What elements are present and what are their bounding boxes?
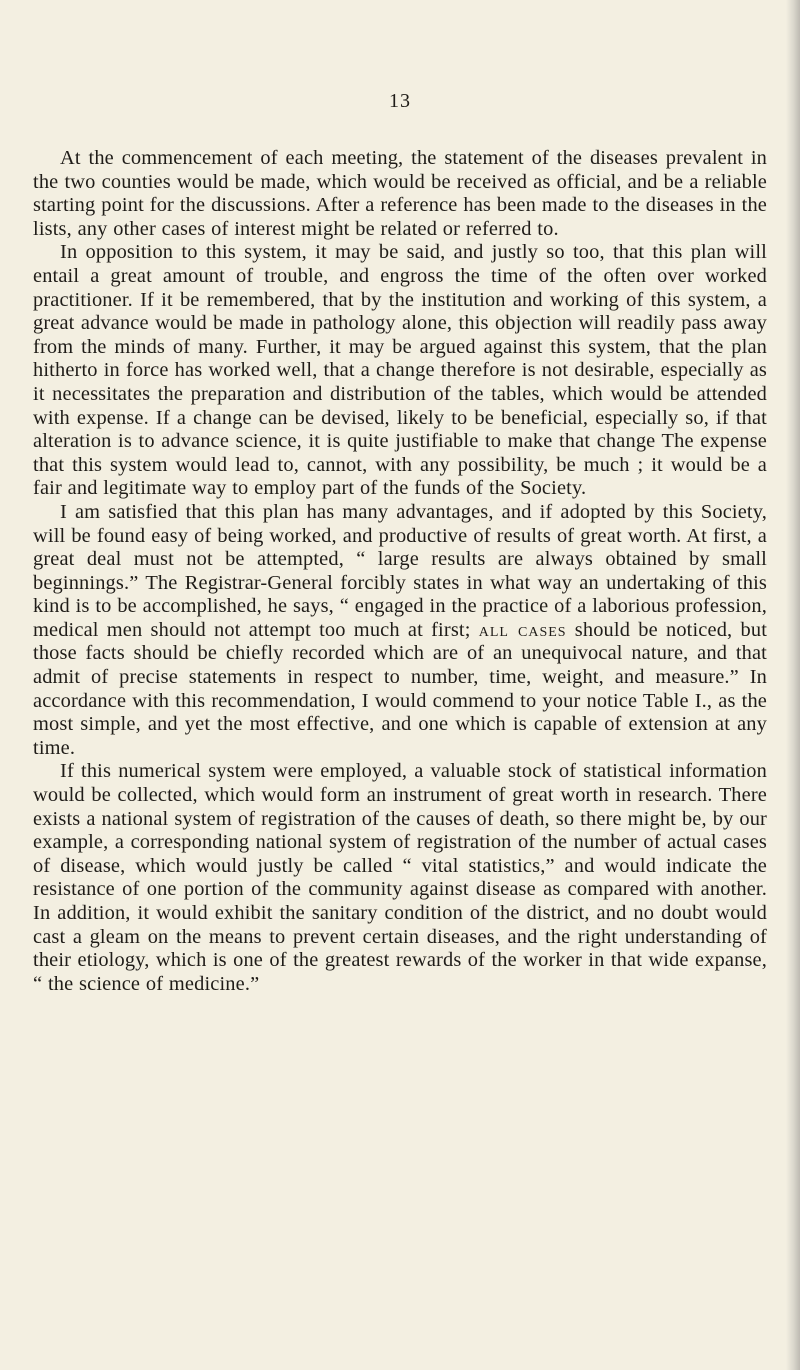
paragraph-1: At the commencement of each meeting, the statement of the diseases prevalent in the two counties would be made, which would be received as official, and be a reliable starting point for the discussions. After a reference has been made to the diseases in the lists, any other cases of interest might be related or referred to. [33, 147, 767, 240]
body-text [33, 147, 767, 996]
paragraph-3-part-2: should be noticed, but those facts should be chiefly recorded which are of an unequivocal nature, and that admit of precise statements in respect to number, time, weight, and measure.” In accordance with this recommendation, I would commend to your notice Table I., as the most simple, and yet the most effective, and one which is capable of extension at any time. [33, 618, 768, 759]
small-caps-emphasis: all cases [478, 618, 567, 641]
paragraph-4: If this numerical system were employed, a valuable stock of statistical information would be collected, which would form an instrument of great worth in research. There exists a national system of registration of the causes of death, so there might be, by our example, a corresponding national system of registration of the number of actual cases of disease, which would justly be called “ vital statistics,” and would indicate the resistance of one portion of the community against disease as compared with another. In addition, it would exhibit the sanitary condition of the district, and no doubt would cast a gleam on the means to prevent certain diseases, and the right understanding of their etiology, which is one of the greatest rewards of the worker in that wide expanse, “ the science of medicine.” [33, 760, 767, 995]
paragraph-2: In opposition to this system, it may be said, and justly so too, that this plan will entail a great amount of trouble, and engross the time of the often over worked practitioner. If it be remembered, that by the institution and working of this system, a great advance would be made in pathology alone, this objection will readily pass away from the minds of many. Further, it may be argued against this system, that the plan hitherto in force has worked well, that a change therefore is not desirable, especially as it necessitates the preparation and distribution of the tables, which would be attended with expense. If a change can be devised, likely to be beneficial, especially so, if that alteration is to advance science, it is quite justifiable to make that change The expense that this system would lead to, cannot, with any possibility, be much ; it would be a fair and legitimate way to employ part of the funds of the Society. [33, 241, 767, 500]
page-edge-shadow [786, 0, 800, 1370]
paragraph-3 [33, 501, 767, 761]
page-number: 13 [389, 90, 411, 112]
paragraph-3-part-1: I am satisfied that this plan has many advantages, and if adopted by this Society, will be found easy of being worked, and productive of results of great worth. At first, a great deal must not be attempted, “ large results are always obtained by small beginnings.” The Registrar-General forcibly states in what way an undertaking of this kind is to be accomplished, he says, “ engaged in the practice of a laborious profession, medical men should not attempt too much at first; [33, 500, 767, 641]
